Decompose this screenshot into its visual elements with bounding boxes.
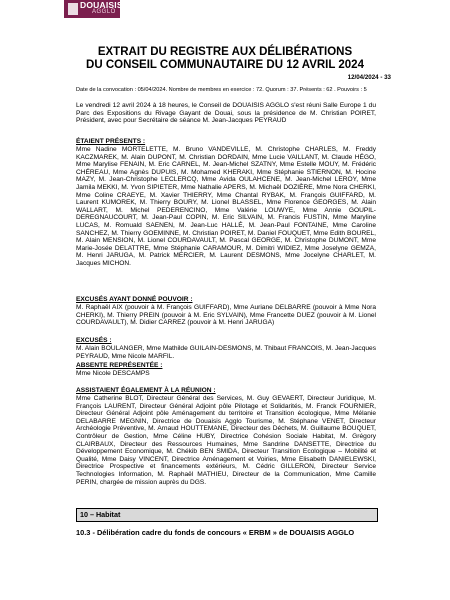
assistaient-list: Mme Catherine BLOT, Directeur Général des Services, M. Guy GEVAERT, Directeur Juridique, M. François LAURENT, Directeur Général Adjoint pôle Pilotage et Solidarités, M. Franck FOURNIER, Directeur Général Adjoint pôle Aménagement du territoire et Transition écologique, Mme Mélanie DELABARRE MEGNIN, Directrice de Douaisis Agglo Tourisme, M. Stéphane VENET, Directeur Archéologie Préventive, M. Arnaud HOUTTEMANE, Directeur des Déchets, M. Guillaume BOUQUET, Contrôleur de Gestion, Mme Céline HUBY, Directrice Cohésion Sociale Habitat, M. Grégory CLAIRBAUX, Directeur des Ressources Humaines, Mme Sandrine DANSETTE, Directrice du Développement Economique, M. Chékib BEN SMIDA, Directeur Transition Ecologique – Mobilité et Qualité, Mme Daisy VINCENT, Directrice Aménagement et Voiries, Mme Elisabeth DANIELEWSKI, Directrice Prospective et financements extérieurs, M. Cédric GILLERON, Directeur Service Technologies Information, M. Raphaël MATHIEU, Directeur de la Communication, Mme Camille PERIN, chargée de mission auprès du DGS. [76,395,376,486]
presents-list: Mme Nadine MORTELETTE, M. Bruno VANDEVILLE, M. Christophe CHARLES, M. Freddy KACZMAREK, M. Alain DUPONT, M. Christian DORDAIN, Mme Lucie VAILLANT, M. Claude HÉGO, Mme Marylise FENAIN, M. Eric CARNEL, M. Jean-Michel SZATNY, Mme Estelle MOUY, M. Frédéric CHÉREAU, Mme Agnès DUPUIS, M. Mohamed KHERAKI, Mme Stéphanie STIERNON, M. Hocine MAZY, M. Jean-Christophe LECLERCQ, Mme Avida OULAHCENE, M. Jean-Michel LEROY, Mme Jamila MEKKI, M. Yvon SIPIETER, Mme Nathalie APERS, M. Michaël DOZIÈRE, Mme Nora CHERKI, Mme Coline CRAEYE, M. Xavier THIERRY, Mme Chantal RYBAK, M. François GUIFFARD, M. Laurent KUMOREK, M. Thierry BOURY, M. Lionel BLASSEL, Mme Florence GEORGES, M. Alain WALLART, M. Michel PEDERENCINO, Mme Valérie LOUWYE, Mme Annie GOUPIL-DEREGNAUCOURT, M. Jean-Paul COPIN, M. Eric SILVAIN, M. Francis FUSTIN, Mme Maryline LUCAS, M. Romuald SAENEN, M. Jean-Luc HALLÉ, M. Jean-Paul FONTAINE, Mme Caroline SANCHEZ, M. Thierry GOEMINNE, M. Christian POIRET, M. Daniel FOUQUET, Mme Edith BOUREL, M. Alain MENSION, M. Lionel COURDAVAULT, M. Pascal GEORGE, M. Christophe DUMONT, Mme Marie-Josée DELATTRE, Mme Stéphanie CARAMOUR, M. Dimitri WIDIEZ, Mme Joselyne GEMZA, M. Henri JARUGA, M. Patrick MERCIER, M. Laurent DESMONS, Mme Jocelyne CHARLET, M. Jacques MICHON. [76,146,376,267]
intro-paragraph: Le vendredi 12 avril 2024 à 18 heures, le Conseil de DOUAISIS AGGLO s'est réuni Salle Europe 1 du Parc des Expositions du Rivage Gayant de Douai, sous la présidence de M. Christian POIRET, Président, avec pour Secrétaire de séance M. Jean-Jacques PEYRAUD [76,102,376,125]
logo-sub-text: AGGLO [92,9,116,15]
excuses-pouvoir-heading: EXCUSÉS AYANT DONNÉ POUVOIR : [76,296,193,303]
document-reference: 12/04/2024 - 33 [347,74,391,81]
deliberation-title: 10.3 - Délibération cadre du fonds de concours « ERBM » de DOUAISIS AGGLO [76,528,355,537]
document-title-line2: DU CONSEIL COMMUNAUTAIRE DU 12 AVRIL 2024 [86,59,364,71]
logo-mark-icon [68,3,78,15]
douaisis-agglo-logo [64,0,123,18]
section-label: 10 – Habitat [80,510,121,519]
convocation-line: Date de la convocation : 05/04/2024. Nombre de membres en exercice : 72. Quorum : 37. Présents : 62 . Pouvoirs : 5 [76,87,367,93]
assistaient-heading: ASSISTAIENT ÉGALEMENT À LA RÉUNION : [76,387,216,394]
presents-heading: ÉTAIENT PRÉSENTS : [76,138,146,145]
logo-brand-text: DOUAISIS [80,0,123,10]
excuses-list: M. Alain BOULANGER, Mme Mathilde GUILAIN-DESMONS, M. Thibaut FRANCOIS, M. Jean-Jacques PEYRAUD, Mme Nicole MARFIL. [76,345,376,360]
excuses-pouvoir-list: M. Raphaël AIX (pouvoir à M. François GUIFFARD), Mme Auriane DELBARRE (pouvoir à Mme Nora CHERKI), M. Thierry PREIN (pouvoir à M. Eric SYLVAIN), Mme Francette DUEZ (pouvoir à M. Lionel COURDAVAULT), M. Didier CARREZ (pouvoir à M. Henri JARUGA) [76,304,376,327]
absent-heading: ABSENTE REPRÉSENTÉE : [76,362,163,369]
absent-list: Mme Nicole DESCAMPS [76,370,150,377]
section-header-bar [76,508,378,522]
document-title-line1: EXTRAIT DU REGISTRE AUX DÉLIBÉRATIONS [97,46,353,58]
excuses-heading: EXCUSÉS : [76,337,112,344]
